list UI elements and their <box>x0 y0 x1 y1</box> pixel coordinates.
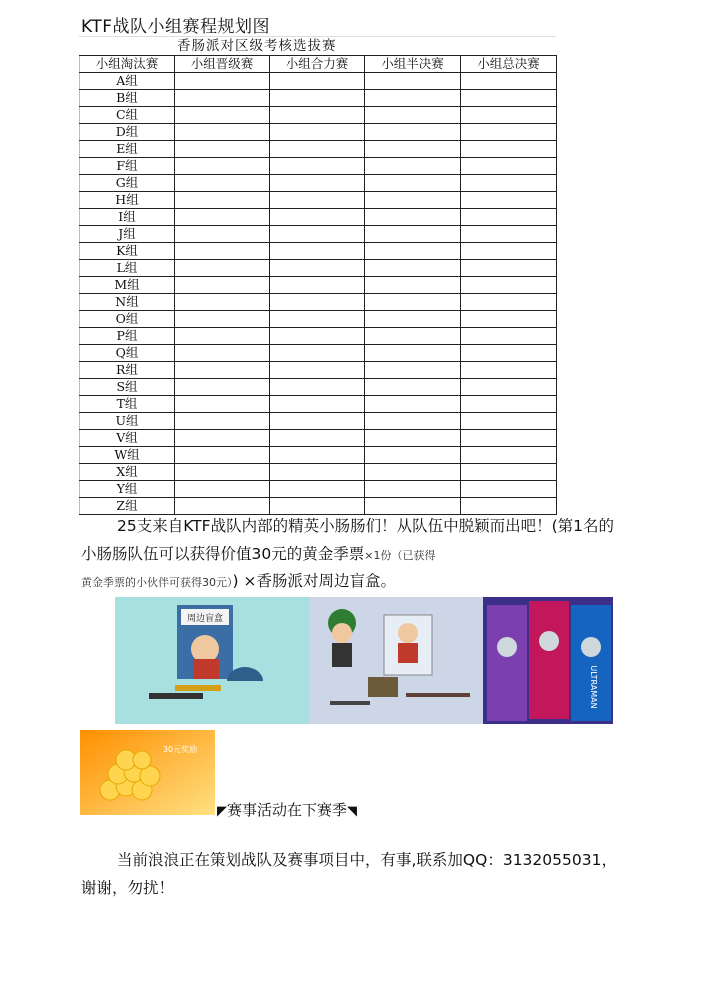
table-row <box>80 277 557 294</box>
table-cell <box>461 345 557 362</box>
table-cell <box>175 90 270 107</box>
table-row <box>80 175 557 192</box>
figure-toy-illustration <box>310 597 483 724</box>
group-name-cell: I组 <box>80 209 175 226</box>
table-row <box>80 396 557 413</box>
table-cell <box>365 124 461 141</box>
page-title: KTF战队小组赛程规划图 <box>81 17 270 37</box>
table-cell <box>461 226 557 243</box>
table-cell <box>175 464 270 481</box>
group-name-cell: N组 <box>80 294 175 311</box>
table-cell <box>365 328 461 345</box>
season-notice <box>217 799 357 820</box>
table-cell <box>365 311 461 328</box>
table-cell <box>365 413 461 430</box>
header-semifinal: 小组半决赛 <box>365 56 461 73</box>
table-cell <box>461 192 557 209</box>
table-cell <box>365 73 461 90</box>
table-cell <box>175 158 270 175</box>
group-name-cell: J组 <box>80 226 175 243</box>
intro-note-line2: 黄金季票的小伙伴可获得30元） <box>81 576 233 589</box>
group-name-cell: M组 <box>80 277 175 294</box>
table-row <box>80 413 557 430</box>
table-cell <box>175 124 270 141</box>
table-cell <box>461 294 557 311</box>
table-cell <box>270 73 365 90</box>
table-cell <box>365 209 461 226</box>
table-row <box>80 362 557 379</box>
table-cell <box>175 345 270 362</box>
header-promotion: 小组晋级赛 <box>175 56 270 73</box>
table-cell <box>270 192 365 209</box>
gold-coins-image <box>80 730 215 815</box>
group-name-cell: Y组 <box>80 481 175 498</box>
table-cell <box>270 498 365 515</box>
table-cell <box>365 396 461 413</box>
table-cell <box>461 209 557 226</box>
left-corner-mark: ◤ <box>217 804 227 819</box>
table-cell <box>175 481 270 498</box>
group-name-cell: V组 <box>80 430 175 447</box>
group-name-cell: B组 <box>80 90 175 107</box>
table-cell <box>270 226 365 243</box>
table-cell <box>365 243 461 260</box>
season-notice-text: 赛事活动在下赛季 <box>227 801 348 819</box>
figure-toy-image <box>310 597 483 724</box>
table-cell <box>461 362 557 379</box>
group-name-cell: E组 <box>80 141 175 158</box>
table-cell <box>365 379 461 396</box>
group-name-cell: T组 <box>80 396 175 413</box>
table-cell <box>365 294 461 311</box>
table-cell <box>365 226 461 243</box>
table-cell <box>270 379 365 396</box>
table-cell <box>365 277 461 294</box>
sheet-subtitle: 香肠派对区级考核选拔赛 <box>79 36 556 55</box>
table-row <box>80 226 557 243</box>
group-name-cell: Z组 <box>80 498 175 515</box>
table-cell <box>365 498 461 515</box>
table-cell <box>461 107 557 124</box>
intro-main: 25支来自KTF战队内部的精英小肠肠们！从队伍中脱颖而出吧！(第1名的小肠肠队伍可以获得价值30元的黄金季票 <box>81 517 614 563</box>
table-row <box>80 430 557 447</box>
table-cell <box>365 464 461 481</box>
table-cell <box>365 345 461 362</box>
table-row <box>80 379 557 396</box>
table-cell <box>175 413 270 430</box>
group-name-cell: H组 <box>80 192 175 209</box>
table-row <box>80 447 557 464</box>
group-name-cell: X组 <box>80 464 175 481</box>
table-cell <box>270 447 365 464</box>
table-cell <box>461 260 557 277</box>
table-cell <box>461 498 557 515</box>
table-cell <box>175 277 270 294</box>
table-cell <box>461 464 557 481</box>
table-row <box>80 260 557 277</box>
table-cell <box>175 226 270 243</box>
schedule-sheet <box>79 36 556 515</box>
table-row <box>80 192 557 209</box>
table-row <box>80 107 557 124</box>
table-cell <box>175 192 270 209</box>
group-name-cell: C组 <box>80 107 175 124</box>
table-cell <box>365 90 461 107</box>
table-cell <box>175 379 270 396</box>
table-cell <box>270 158 365 175</box>
schedule-table <box>79 55 557 515</box>
ultraman-cards-illustration <box>483 597 613 724</box>
table-cell <box>461 243 557 260</box>
table-cell <box>365 192 461 209</box>
intro-paragraph-line3 <box>81 568 621 597</box>
table-row <box>80 73 557 90</box>
table-cell <box>270 90 365 107</box>
table-cell <box>461 430 557 447</box>
table-cell <box>461 328 557 345</box>
table-cell <box>461 90 557 107</box>
table-row <box>80 243 557 260</box>
group-name-cell: L组 <box>80 260 175 277</box>
table-row <box>80 294 557 311</box>
table-cell <box>270 481 365 498</box>
table-cell <box>461 396 557 413</box>
table-cell <box>270 362 365 379</box>
group-name-cell: O组 <box>80 311 175 328</box>
table-cell <box>461 311 557 328</box>
table-cell <box>461 277 557 294</box>
group-name-cell: P组 <box>80 328 175 345</box>
table-cell <box>270 430 365 447</box>
table-cell <box>175 209 270 226</box>
table-cell <box>270 396 365 413</box>
table-cell <box>270 243 365 260</box>
table-cell <box>365 260 461 277</box>
table-cell <box>270 328 365 345</box>
table-cell <box>270 107 365 124</box>
table-cell <box>461 124 557 141</box>
blind-box-poster-image <box>115 597 310 724</box>
table-cell <box>365 430 461 447</box>
table-row <box>80 481 557 498</box>
table-row <box>80 464 557 481</box>
table-cell <box>461 175 557 192</box>
table-cell <box>461 413 557 430</box>
table-cell <box>461 73 557 90</box>
intro-tail: ) ×香肠派对周边盲盒。 <box>232 572 396 590</box>
table-cell <box>175 311 270 328</box>
table-row <box>80 209 557 226</box>
table-cell <box>175 430 270 447</box>
poster-label: 周边盲盒 <box>186 614 224 624</box>
header-combined: 小组合力赛 <box>270 56 365 73</box>
table-cell <box>270 294 365 311</box>
blind-box-illustration <box>115 597 310 724</box>
table-cell <box>175 107 270 124</box>
group-name-cell: D组 <box>80 124 175 141</box>
table-cell <box>175 447 270 464</box>
table-row <box>80 90 557 107</box>
table-cell <box>175 73 270 90</box>
table-row <box>80 124 557 141</box>
group-name-cell: W组 <box>80 447 175 464</box>
table-cell <box>270 413 365 430</box>
table-cell <box>175 141 270 158</box>
table-cell <box>270 260 365 277</box>
table-cell <box>365 481 461 498</box>
header-final: 小组总决赛 <box>461 56 557 73</box>
table-cell <box>270 464 365 481</box>
table-cell <box>175 175 270 192</box>
table-cell <box>461 447 557 464</box>
table-cell <box>175 260 270 277</box>
ultraman-cards-image <box>483 597 613 724</box>
table-cell <box>175 243 270 260</box>
cards-label: ULTRAMAN <box>589 665 598 709</box>
table-header-row <box>80 56 557 73</box>
table-cell <box>461 141 557 158</box>
intro-paragraph <box>81 513 621 569</box>
gold-coins-illustration <box>80 730 215 815</box>
table-cell <box>365 141 461 158</box>
table-cell <box>270 345 365 362</box>
table-cell <box>175 362 270 379</box>
table-row <box>80 498 557 515</box>
header-knockout: 小组淘汰赛 <box>80 56 175 73</box>
coins-label: 30元奖励 <box>162 745 198 754</box>
table-cell <box>270 277 365 294</box>
table-cell <box>175 396 270 413</box>
table-cell <box>270 141 365 158</box>
group-name-cell: U组 <box>80 413 175 430</box>
group-name-cell: R组 <box>80 362 175 379</box>
table-cell <box>270 175 365 192</box>
intro-qty: ×1份 <box>364 548 392 562</box>
group-name-cell: S组 <box>80 379 175 396</box>
table-row <box>80 158 557 175</box>
table-row <box>80 328 557 345</box>
group-name-cell: G组 <box>80 175 175 192</box>
right-corner-mark: ◥ <box>347 804 358 819</box>
table-cell <box>365 362 461 379</box>
table-cell <box>365 158 461 175</box>
table-cell <box>175 294 270 311</box>
table-row <box>80 141 557 158</box>
table-cell <box>270 209 365 226</box>
table-cell <box>270 124 365 141</box>
group-name-cell: A组 <box>80 73 175 90</box>
table-cell <box>365 175 461 192</box>
table-cell <box>175 328 270 345</box>
group-name-cell: K组 <box>80 243 175 260</box>
table-row <box>80 345 557 362</box>
table-cell <box>175 498 270 515</box>
group-name-cell: F组 <box>80 158 175 175</box>
table-cell <box>365 447 461 464</box>
intro-note-inline: （已获得 <box>391 548 436 562</box>
table-cell <box>461 158 557 175</box>
group-name-cell: Q组 <box>80 345 175 362</box>
table-cell <box>461 379 557 396</box>
table-cell <box>461 481 557 498</box>
table-cell <box>270 311 365 328</box>
contact-paragraph: 当前浪浪正在策划战队及赛事项目中，有事,联系加QQ：3132055031，谢谢，勿扰！ <box>81 851 617 897</box>
table-cell <box>365 107 461 124</box>
table-row <box>80 311 557 328</box>
